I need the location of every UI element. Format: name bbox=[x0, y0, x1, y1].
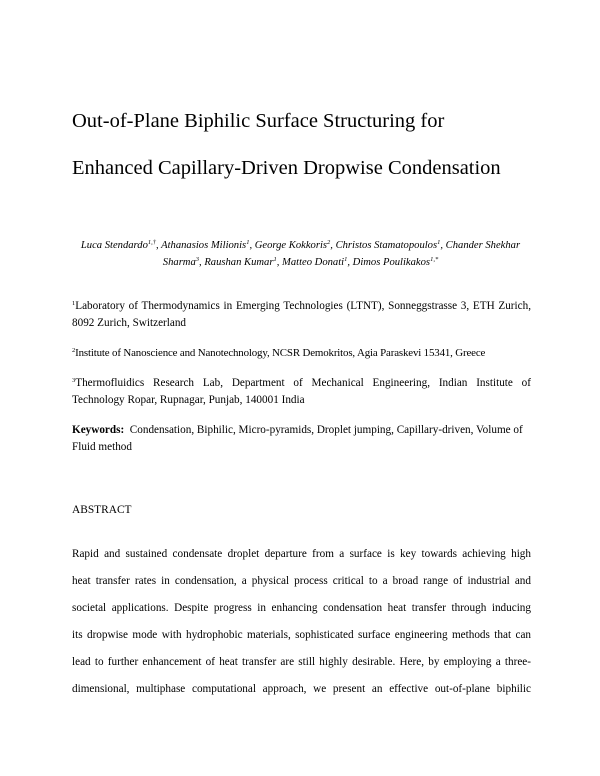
author-affiliation-mark: 1 bbox=[437, 239, 441, 246]
keywords-label: Keywords: bbox=[72, 424, 125, 436]
author-separator: , bbox=[199, 257, 205, 268]
author-separator: , bbox=[440, 240, 446, 251]
author-separator: , bbox=[249, 240, 255, 251]
author-affiliation-mark: 1,* bbox=[430, 256, 439, 263]
title-line-2: Enhanced Capillary-Driven Dropwise Condensation bbox=[72, 157, 501, 179]
affiliation-text: Laboratory of Thermodynamics in Emerging Technologies (LTNT), Sonneggstrasse 3, ETH Zurich, 8092 Zurich, Switzerland bbox=[72, 300, 531, 329]
author-separator: , bbox=[276, 257, 283, 268]
keywords-text: Condensation, Biphilic, Micro-pyramids, Droplet jumping, Capillary-driven, Volume of Fluid method bbox=[72, 424, 523, 453]
author-name: Athanasios Milionis bbox=[161, 240, 247, 251]
affiliation-mark: 3 bbox=[72, 377, 76, 384]
author-separator: , bbox=[156, 240, 162, 251]
author-separator: , bbox=[347, 257, 353, 268]
abstract-line: Rapid and sustained condensate droplet departure from a surface is key towards achieving high bbox=[72, 548, 531, 560]
affiliation-text: Thermofluidics Research Lab, Department of Mechanical Engineering, Indian Institute of Technology Ropar, Rupnagar, Punjab, 140001 India bbox=[72, 377, 531, 406]
abstract-line: lead to further enhancement of heat transfer are still highly desirable. Here, by employing a three- bbox=[72, 656, 531, 668]
affiliation-3 bbox=[72, 375, 531, 409]
author-name: Luca Stendardo bbox=[80, 240, 148, 251]
affiliation-1 bbox=[72, 298, 531, 332]
author-affiliation-mark: 3 bbox=[195, 256, 200, 263]
author-name: Christos Stamatopoulos bbox=[335, 240, 438, 251]
abstract-heading: ABSTRACT bbox=[72, 504, 132, 516]
author-affiliation-mark: 1 bbox=[273, 256, 277, 263]
affiliation-2 bbox=[72, 345, 531, 362]
author-affiliation-mark: 1 bbox=[246, 239, 250, 246]
affiliation-text: Institute of Nanoscience and Nanotechnology, NCSR Demokritos, Agia Paraskevi 15341, Greece bbox=[75, 347, 486, 359]
title-line-1: Out-of-Plane Biphilic Surface Structuring for bbox=[72, 110, 445, 132]
author-name: Raushan Kumar bbox=[204, 257, 274, 268]
author-name: Dimos Poulikakos bbox=[352, 257, 431, 268]
abstract-line: heat transfer rates in condensation, a physical process critical to a broad range of industrial and bbox=[72, 575, 531, 587]
abstract-line: societal applications. Despite progress in enhancing condensation heat transfer through inducing bbox=[72, 602, 531, 614]
affiliation-mark: 1 bbox=[72, 300, 76, 307]
abstract-line: its dropwise mode with hydrophobic materials, sophisticated surface engineering methods that can bbox=[72, 629, 531, 641]
author-list bbox=[72, 237, 529, 271]
keywords bbox=[72, 422, 531, 456]
author-separator: , bbox=[330, 240, 336, 251]
author-affiliation-mark: 2 bbox=[327, 239, 331, 246]
author-name: Chander Shekhar Sharma bbox=[162, 240, 521, 268]
affiliation-mark: 2 bbox=[72, 347, 76, 354]
author-name: George Kokkoris bbox=[254, 240, 328, 251]
author-affiliation-mark: 1 bbox=[344, 256, 348, 263]
author-name: Matteo Donati bbox=[282, 257, 345, 268]
author-affiliation-mark: 1,† bbox=[147, 239, 157, 246]
abstract-line: dimensional, multiphase computational approach, we present an effective out-of-plane biphilic bbox=[72, 683, 531, 695]
